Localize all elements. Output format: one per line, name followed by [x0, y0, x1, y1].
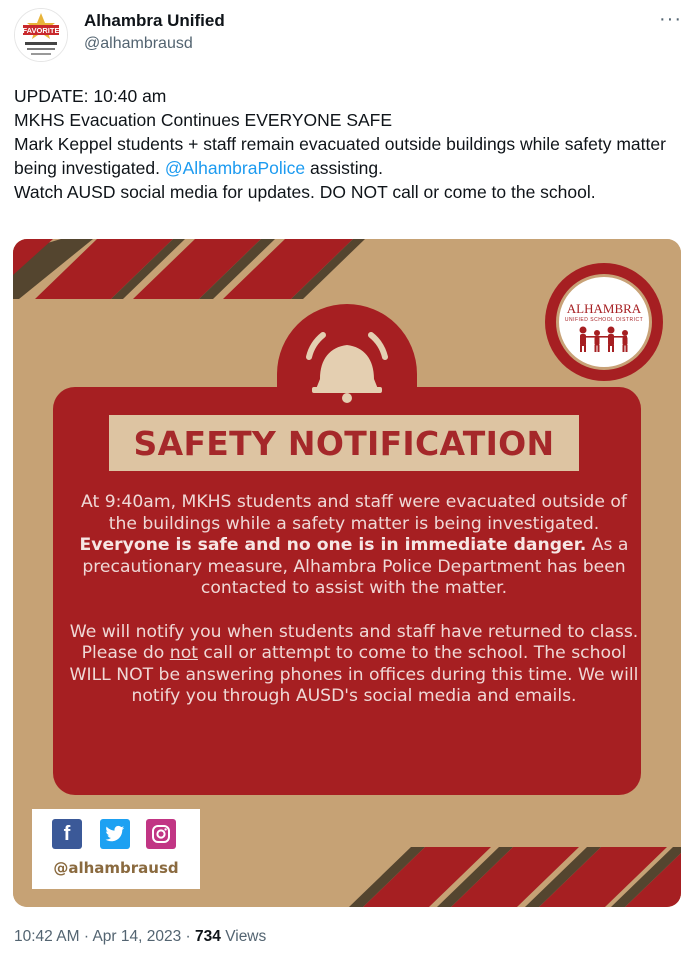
mention-link-alhambrapolice[interactable]: @AlhambraPolice [164, 158, 306, 178]
separator: · [185, 928, 191, 945]
notice-p2-text: We will notify you when students and staff have returned to class. Please do [69, 621, 639, 663]
account-handle[interactable]: @alhambrausd [84, 35, 193, 52]
tweet-header [0, 0, 700, 80]
tweet-line-update: UPDATE: 10:40 am [14, 86, 167, 106]
notice-title: SAFETY NOTIFICATION [133, 423, 555, 463]
twitter-icon [100, 819, 130, 849]
notice-p2-underline: not [169, 643, 198, 663]
tweet-line-headline: MKHS Evacuation Continues EVERYONE SAFE [14, 110, 393, 130]
notice-paragraph-1 [69, 492, 639, 600]
seal-subtitle: UNIFIED SCHOOL DISTRICT [564, 317, 644, 323]
views-label: Views [225, 928, 267, 945]
tweet-body-text: Mark Keppel students + staff remain evacuated outside buildings while safety matter being investigated. [14, 134, 666, 178]
seal-title: ALHAMBRA [566, 301, 642, 316]
views-count[interactable]: 734 [195, 928, 221, 945]
notice-p1-text-end: As a precautionary measure, Alhambra Police Department has been contacted to assist with the matter. [82, 535, 629, 598]
tweet-footer [14, 928, 266, 946]
avatar[interactable] [14, 8, 68, 62]
social-handle: @alhambrausd [53, 859, 179, 877]
tweet-date[interactable]: Apr 14, 2023 [92, 928, 182, 945]
social-links-box [32, 809, 200, 889]
notice-body [69, 492, 639, 708]
family-figures-icon [575, 325, 635, 353]
tweet-text [14, 84, 684, 204]
facebook-icon: f [52, 819, 82, 849]
instagram-icon [146, 819, 176, 849]
tweet-line-instructions: Watch AUSD social media for updates. DO NOT call or come to the school. [14, 182, 596, 202]
tweet-time[interactable]: 10:42 AM [14, 928, 80, 945]
tweet-line-body [14, 132, 684, 180]
notice-title-box [109, 415, 579, 471]
tweet-image[interactable] [13, 239, 681, 907]
display-name[interactable]: Alhambra Unified [84, 11, 225, 30]
notice-paragraph-2 [69, 622, 639, 708]
svg-text:FAVORITE: FAVORITE [22, 26, 60, 35]
favorite-badge-icon [15, 9, 67, 61]
notice-p1-bold: Everyone is safe and no one is in immediate danger. [79, 535, 587, 555]
separator: · [83, 928, 89, 945]
notice-p1-text: At 9:40am, MKHS students and staff were evacuated outside of the buildings while a safety matter is being investigated. [81, 492, 627, 534]
tweet-body-text-end: assisting. [305, 158, 383, 178]
district-seal [545, 263, 663, 381]
notice-p2-text-end: call or attempt to come to the school. The school WILL NOT be answering phones in offices during this time. We will notify you through AUSD's social media and emails. [69, 643, 639, 706]
more-horizontal-icon[interactable]: ··· [659, 8, 682, 30]
